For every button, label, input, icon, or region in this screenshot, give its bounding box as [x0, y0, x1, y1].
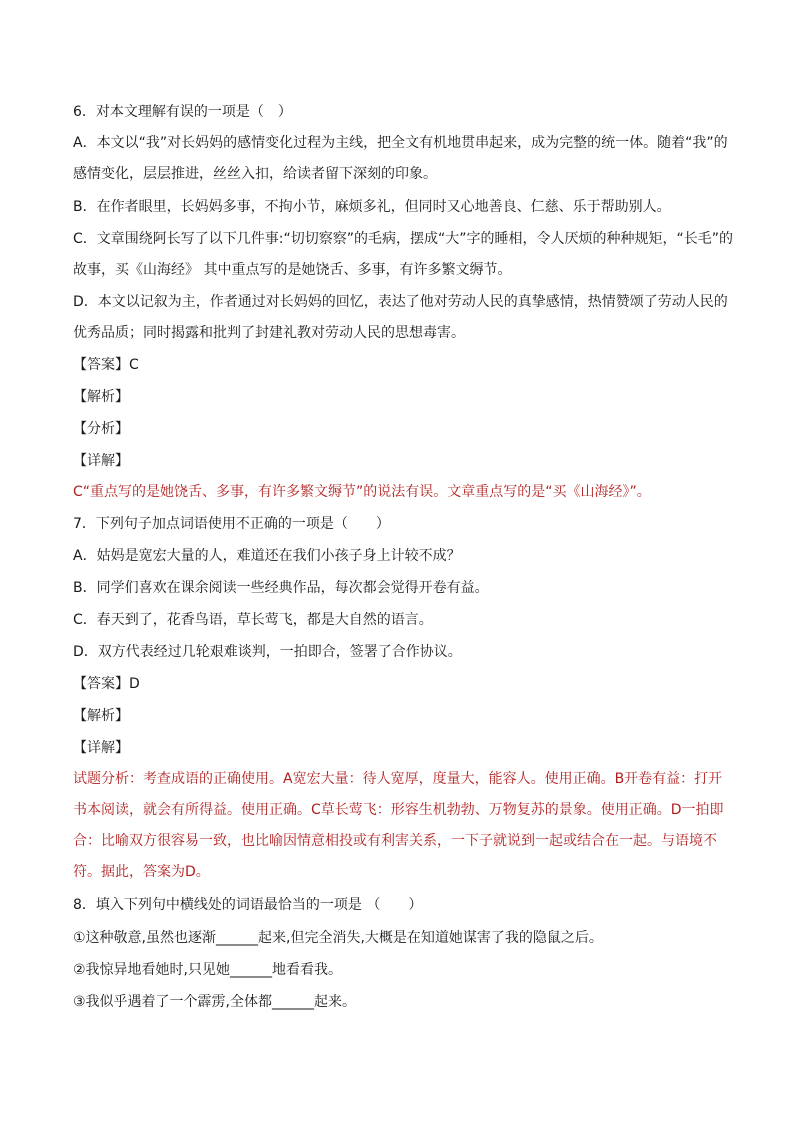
- q7-option-d: D．双方代表经过几轮艰难谈判，一拍即合，签署了合作协议。: [73, 644, 462, 660]
- q7-detail-line4: 符。据此，答案为D。: [73, 864, 210, 880]
- q6-option-a-line2: 感情变化，层层推进，丝丝入扣，给读者留下深刻的印象。: [73, 166, 437, 182]
- q8-sentence-2: ②我惊异地看她时,只见她______地看看我。: [73, 962, 343, 978]
- q6-option-d-line1: D．本文以记叙为主，作者通过对长妈妈的回忆，表达了他对劳动人民的真挚感情，热情赞颂了劳动人民的: [73, 294, 728, 310]
- q6-option-a-line1: A．本文以“我”对长妈妈的感情变化过程为主线，把全文有机地贯串起来，成为完整的统一体。随着“我”的: [73, 135, 728, 151]
- q6-detail-text: C“重点写的是她饶舌、多事，有许多繁文缛节”的说法有误。文章重点写的是“买《山海经》”。: [73, 484, 651, 500]
- q6-option-d-line2: 优秀品质；同时揭露和批判了封建礼教对劳动人民的思想毒害。: [73, 325, 465, 341]
- q6-option-c-line2: 故事，买《山海经》 其中重点写的是她饶舌、多事，有许多繁文缛节。: [73, 262, 512, 278]
- q8-sentence-1: ①这种敬意,虽然也逐渐______起来,但完全消失,大概是在知道她谋害了我的隐鼠之后。: [73, 930, 603, 946]
- q7-answer: 【答案】D: [73, 676, 140, 692]
- q6-fenxi-label: 【分析】: [73, 421, 129, 437]
- q7-stem: 7．下列句子加点词语使用不正确的一项是（ ）: [73, 516, 390, 532]
- q7-detail-line3: 合：比喻双方很容易一致，也比喻因情意相投或有利害关系，一下子就说到一起或结合在一起。与语境不: [73, 833, 717, 849]
- q7-analysis-label: 【解析】: [73, 708, 129, 724]
- q6-option-b: B．在作者眼里，长妈妈多事，不拘小节，麻烦多礼，但同时又心地善良、仁慈、乐于帮助别人。: [73, 199, 671, 215]
- q8-sentence-3: ③我似乎遇着了一个霹雳,全体都______起来。: [73, 994, 356, 1010]
- q6-analysis-label: 【解析】: [73, 389, 129, 405]
- q7-detail-line1: 试题分析：考查成语的正确使用。A宽宏大量：待人宽厚，度量大，能容人。使用正确。B开卷有益：打开: [73, 771, 723, 787]
- q7-option-a: A．姑妈是宽宏大量的人，难道还在我们小孩子身上计较不成？: [73, 548, 461, 564]
- q6-stem: 6．对本文理解有误的一项是（ ）: [73, 104, 292, 120]
- q7-option-c: C．春天到了，花香鸟语，草长莺飞，都是大自然的语言。: [73, 612, 433, 628]
- q6-option-c-line1: C．文章围绕阿长写了以下几件事:“切切察察”的毛病，摆成“大”字的睡相，令人厌烦的种种规矩，“长毛”的: [73, 231, 733, 247]
- q8-stem: 8．填入下列句中横线处的词语最恰当的一项是 （ ）: [73, 897, 423, 913]
- q6-detail-label: 【详解】: [73, 453, 129, 469]
- q7-detail-line2: 书本阅读，就会有所得益。使用正确。C草长莺飞：形容生机勃勃、万物复苏的景象。使用正确。D一拍即: [73, 802, 724, 818]
- q7-detail-label: 【详解】: [73, 740, 129, 756]
- q7-option-b: B．同学们喜欢在课余阅读一些经典作品，每次都会觉得开卷有益。: [73, 580, 489, 596]
- q6-answer: 【答案】C: [73, 357, 139, 373]
